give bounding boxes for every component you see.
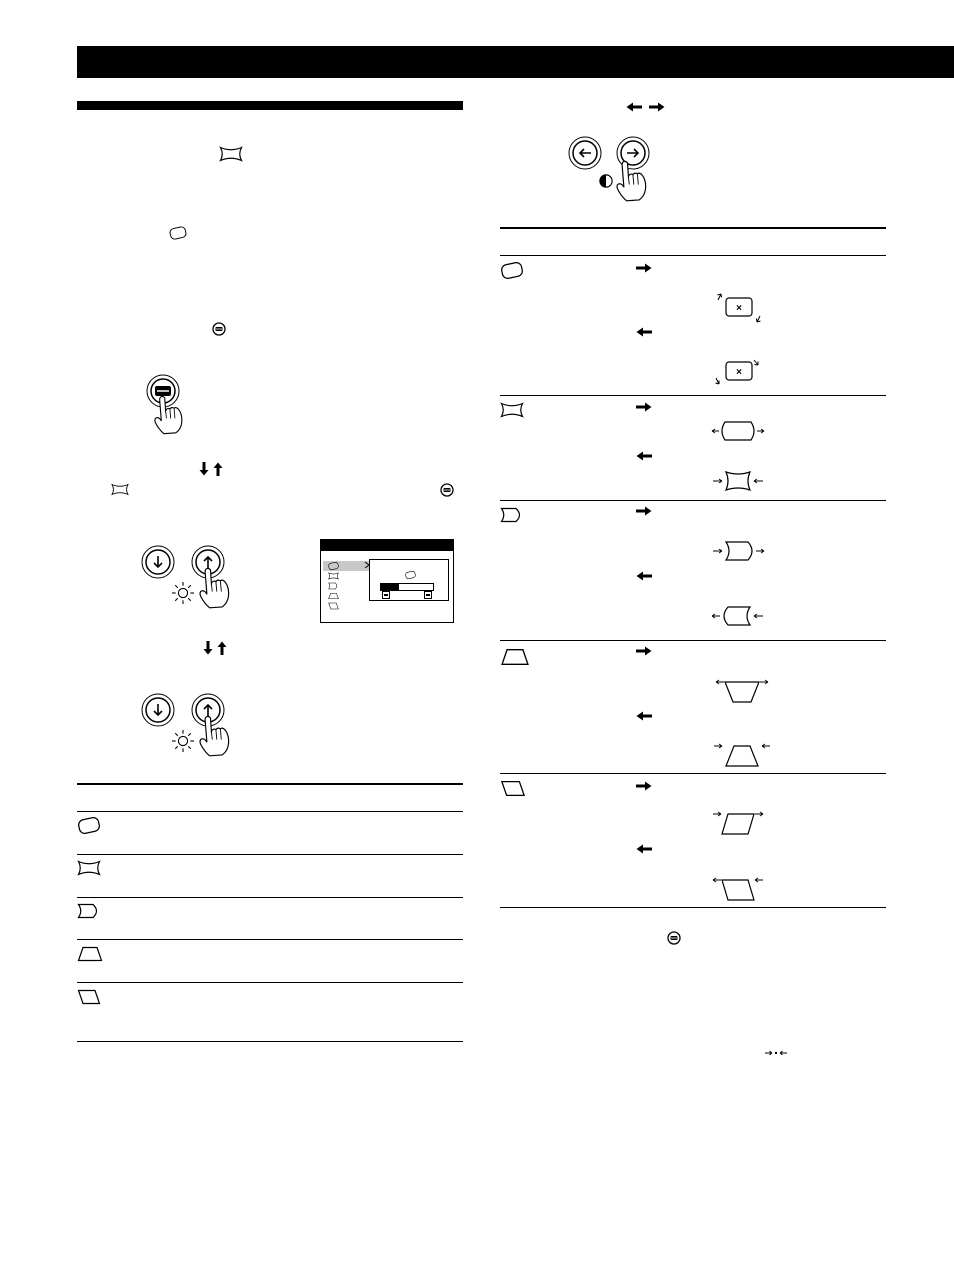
leftright-buttons-illustration bbox=[568, 136, 668, 206]
right-table-top-rule bbox=[500, 227, 886, 229]
osd-minus-box bbox=[382, 591, 390, 599]
left-table-bottom-rule bbox=[77, 1041, 463, 1042]
tilt-left-diagram bbox=[710, 876, 766, 902]
osd-item-pincushion-icon bbox=[328, 572, 339, 580]
osd-level-fill bbox=[381, 584, 399, 590]
parallelogram-icon bbox=[500, 780, 526, 797]
rotate-clockwise-diagram bbox=[704, 292, 768, 326]
arrow-right-icon bbox=[636, 263, 652, 273]
arrow-left-icon bbox=[636, 571, 652, 581]
rotate-counterclockwise-diagram bbox=[704, 356, 768, 390]
menu-button-illustration bbox=[146, 374, 196, 440]
svg-text:×: × bbox=[736, 367, 742, 378]
left-table-rule bbox=[77, 811, 463, 812]
menu-button-icon bbox=[212, 322, 226, 336]
pointing-hand-icon bbox=[197, 713, 233, 759]
rotation-icon bbox=[169, 226, 187, 240]
trapezoid-icon bbox=[500, 648, 530, 666]
arrow-up-icon bbox=[213, 462, 223, 476]
osd-level-bar bbox=[380, 583, 434, 591]
arrow-left-icon bbox=[626, 102, 642, 112]
arrow-right-icon bbox=[636, 506, 652, 516]
rotation-icon bbox=[77, 817, 101, 834]
right-table-rule bbox=[500, 773, 886, 774]
osd-item-parallelogram-icon bbox=[328, 602, 339, 610]
left-table-top-rule bbox=[77, 783, 463, 785]
pincushion-icon bbox=[219, 146, 243, 162]
pincushion-icon bbox=[111, 483, 129, 496]
pointing-hand-icon bbox=[197, 565, 233, 611]
arrow-right-icon bbox=[636, 646, 652, 656]
arrow-right-icon bbox=[636, 402, 652, 412]
osd-plus-box bbox=[424, 591, 432, 599]
sides-shift-right-diagram bbox=[710, 540, 766, 562]
pointing-hand-icon bbox=[152, 392, 186, 438]
arrow-left-icon bbox=[636, 451, 652, 461]
top-contract-diagram bbox=[712, 742, 772, 770]
osd-item-trapezoid-icon bbox=[328, 592, 339, 600]
down-button bbox=[141, 693, 175, 727]
right-table-rule bbox=[500, 395, 886, 396]
sides-expand-diagram bbox=[710, 420, 766, 442]
left-button bbox=[568, 136, 602, 170]
updown-buttons-illustration bbox=[141, 545, 241, 613]
left-table-rule bbox=[77, 939, 463, 940]
right-table-rule bbox=[500, 640, 886, 641]
parallelogram-icon bbox=[77, 989, 101, 1005]
rotation-icon bbox=[500, 262, 524, 279]
pincushion-icon bbox=[77, 860, 101, 876]
arrow-right-icon bbox=[636, 781, 652, 791]
updown-buttons-illustration-2 bbox=[141, 693, 241, 761]
arrow-left-icon bbox=[636, 327, 652, 337]
osd-item-rotation-icon bbox=[328, 562, 339, 570]
header-bar bbox=[77, 46, 954, 78]
sides-contract-diagram bbox=[710, 470, 766, 492]
down-button bbox=[141, 545, 175, 579]
reset-icon bbox=[765, 1049, 787, 1057]
pincushion-icon bbox=[500, 402, 524, 418]
right-table-rule bbox=[500, 500, 886, 501]
left-table-rule bbox=[77, 897, 463, 898]
right-table-bottom-rule bbox=[500, 907, 886, 908]
sun-icon bbox=[172, 730, 194, 752]
osd-menu-screen bbox=[320, 539, 454, 623]
pin-balance-icon bbox=[500, 507, 524, 523]
sides-shift-left-diagram bbox=[710, 605, 766, 627]
trapezoid-icon bbox=[77, 946, 103, 962]
top-expand-diagram bbox=[712, 676, 772, 704]
left-table-rule bbox=[77, 982, 463, 983]
pin-balance-icon bbox=[77, 903, 101, 919]
arrow-down-icon bbox=[199, 462, 209, 476]
osd-adjust-rotation-icon bbox=[405, 571, 416, 579]
menu-button-icon bbox=[440, 483, 454, 497]
osd-adjust-panel bbox=[369, 559, 449, 601]
section-heading-rule bbox=[77, 101, 463, 110]
svg-text:×: × bbox=[736, 303, 742, 314]
arrow-left-icon bbox=[636, 844, 652, 854]
arrow-left-icon bbox=[636, 711, 652, 721]
arrow-right-icon bbox=[649, 102, 665, 112]
left-table-rule bbox=[77, 854, 463, 855]
tilt-right-diagram bbox=[710, 810, 766, 836]
arrow-up-icon bbox=[217, 641, 227, 655]
sun-icon bbox=[172, 582, 194, 604]
contrast-icon bbox=[599, 174, 613, 188]
right-table-rule bbox=[500, 255, 886, 256]
arrow-down-icon bbox=[203, 641, 213, 655]
osd-title-bar bbox=[321, 540, 453, 551]
osd-item-pin-balance-icon bbox=[328, 582, 339, 590]
menu-button-icon bbox=[667, 931, 681, 945]
pointing-hand-icon bbox=[614, 158, 650, 204]
